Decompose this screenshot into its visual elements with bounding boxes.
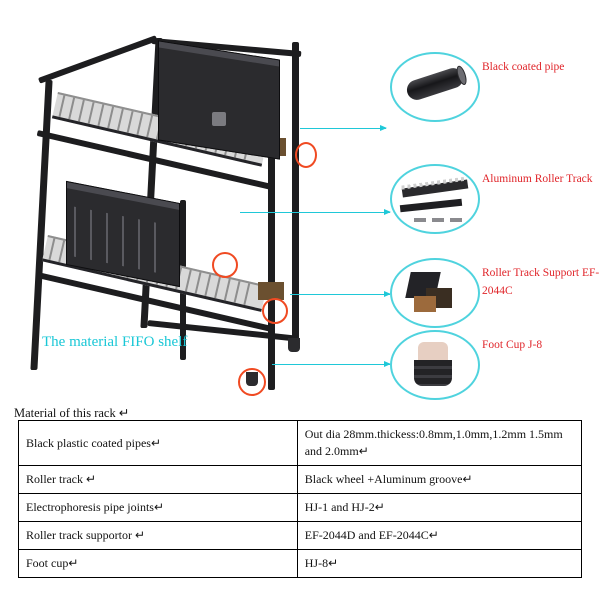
callout-arrow	[272, 364, 390, 365]
callout-arrow	[290, 294, 390, 295]
deck-end-support	[258, 282, 284, 300]
table-cell-item: Foot cup↵	[19, 550, 298, 578]
bolt-icon	[450, 218, 462, 222]
roller-track-icon	[402, 179, 469, 197]
table-row	[19, 421, 582, 466]
table-row	[19, 522, 582, 550]
highlight-circle-track	[212, 252, 238, 278]
table-cell-item: Roller track supportor ↵	[19, 522, 298, 550]
callout-arrow	[300, 128, 386, 129]
table-title: Material of this rack ↵	[14, 406, 130, 420]
table-cell-spec: Black wheel +Aluminum groove↵	[297, 466, 581, 494]
roller-track-icon-secondary	[400, 199, 462, 212]
callout-bubble	[390, 52, 480, 122]
black-coated-pipe-icon	[404, 66, 465, 103]
callout-label: Black coated pipe	[482, 61, 565, 73]
track-support-icon-clamp	[414, 296, 436, 312]
table-cell-spec: HJ-8↵	[297, 550, 581, 578]
callout-bubble	[390, 164, 480, 234]
material-spec-table	[18, 420, 582, 578]
callout-bubble	[390, 258, 480, 328]
shelf-post	[30, 80, 52, 370]
table-cell-item: Black plastic coated pipes↵	[19, 421, 298, 466]
shelf-beam	[38, 35, 158, 83]
fifo-caption: The material FIFO shelf	[42, 334, 188, 350]
shelf-post	[292, 42, 299, 342]
foot-cup-icon-base	[414, 360, 452, 386]
highlight-circle-footcup	[238, 368, 266, 396]
callout-label: Aluminum Roller Track	[482, 173, 593, 185]
table-cell-item: Electrophoresis pipe joints↵	[19, 494, 298, 522]
callout-bubble	[390, 330, 480, 400]
table-cell-spec: Out dia 28mm.thickess:0.8mm,1.0mm,1.2mm 1.5mm and 2.0mm↵	[297, 421, 581, 466]
bin-logo	[212, 112, 226, 126]
highlight-circle-support	[262, 298, 288, 324]
table-row	[19, 466, 582, 494]
shelf-post	[268, 140, 275, 390]
table-cell-spec: HJ-1 and HJ-2↵	[297, 494, 581, 522]
bolt-icon	[432, 218, 444, 222]
table-row	[19, 550, 582, 578]
foot-cup-icon-top	[418, 342, 448, 362]
table-cell-spec: EF-2044D and EF-2044C↵	[297, 522, 581, 550]
foot-cup-part	[288, 338, 300, 352]
table-row	[19, 494, 582, 522]
callout-label: Roller Track Support EF-2044C	[482, 267, 600, 297]
upper-bin	[158, 40, 280, 159]
callout-label: Foot Cup J-8	[482, 339, 543, 351]
table-cell-item: Roller track ↵	[19, 466, 298, 494]
callout-arrow	[240, 212, 390, 213]
bolt-icon	[414, 218, 426, 222]
highlight-circle-pipe	[295, 142, 317, 168]
